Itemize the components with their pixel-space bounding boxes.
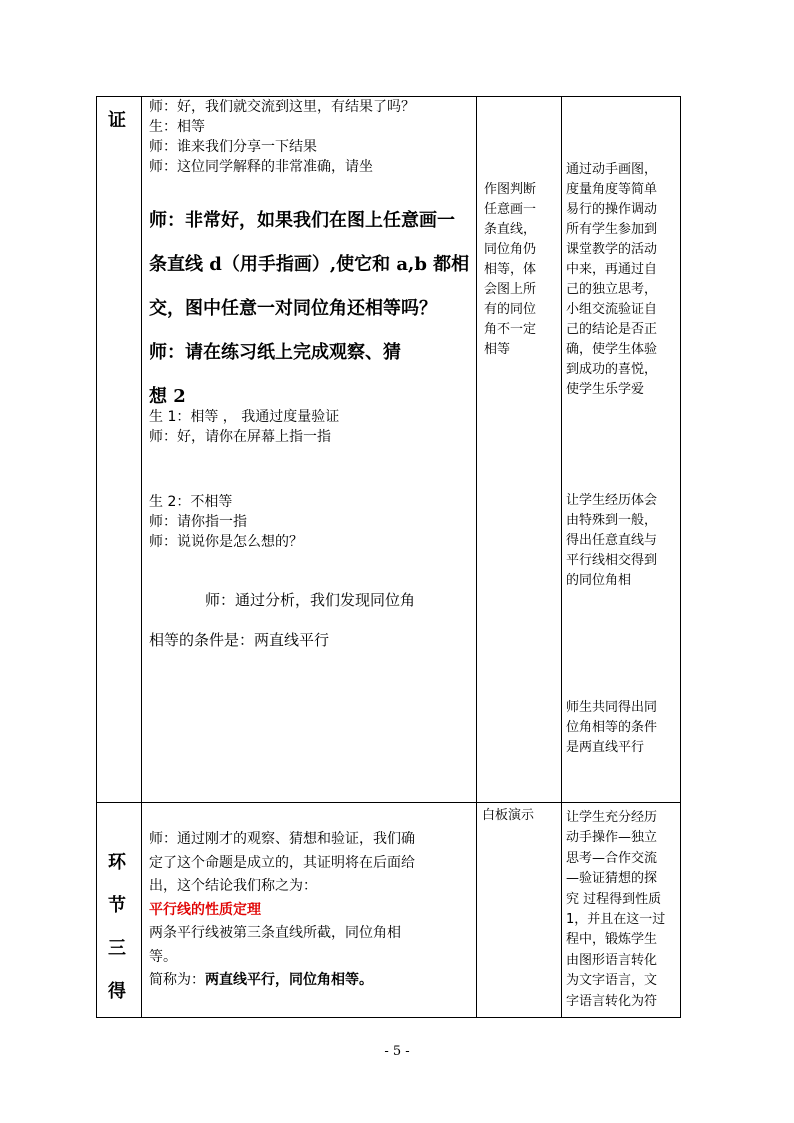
- intent-line: 让学生充分经历: [566, 810, 658, 825]
- label-char: 环: [108, 852, 126, 873]
- dialogue-line: 师：请你指一指: [149, 514, 247, 530]
- intent-line: 小组交流验证自: [566, 302, 658, 317]
- method-line: 条直线，: [484, 222, 537, 237]
- intent-line: 程中，锻炼学生: [566, 932, 658, 948]
- dialogue-line: 生：相等: [149, 119, 205, 135]
- intent-line: 使学生乐学爱: [566, 382, 645, 397]
- emphasis-line: 想 2: [149, 386, 186, 407]
- row1-intent2: [566, 491, 657, 591]
- intent-line: 动手操作—独立: [566, 830, 658, 846]
- method-line: 有的同位: [484, 302, 537, 317]
- intent-line: 是两直线平行: [566, 740, 645, 755]
- intent-line: 让学生经历体会: [566, 493, 658, 508]
- intent-line: 1，并且在这一过: [566, 912, 666, 928]
- theorem-line: 两条平行线被第三条直线所截，同位角相: [149, 925, 401, 941]
- intent-line: 师生共同得出同: [566, 700, 658, 715]
- row1-emphasis: [149, 199, 469, 419]
- label-char: 得: [108, 981, 126, 1002]
- method-line: 相等: [484, 342, 511, 357]
- intent-line: 平行线相交得到: [566, 553, 658, 568]
- intent-line: 所有学生参加到: [566, 222, 658, 237]
- row1-label: 证: [108, 110, 126, 131]
- intent-line: 课堂教学的活动: [566, 242, 658, 257]
- dialogue-line: 生 1：相等 ， 我通过度量验证: [149, 409, 340, 425]
- theorem-line: 等。: [149, 948, 177, 965]
- method-line: 作图判断: [484, 182, 537, 197]
- intent-line: 究 过程得到性质: [566, 891, 662, 907]
- row1-dialogue: [149, 97, 415, 177]
- theorem-title: 平行线的性质定理: [149, 901, 261, 918]
- intent-line: 通过动手画图，: [566, 162, 658, 177]
- row1-conclusion: [149, 580, 415, 660]
- intent-line: 为文字语言，文: [566, 973, 658, 989]
- short-form: [149, 969, 415, 993]
- dialogue-line: 师：好，请你在屏幕上指一指: [149, 429, 331, 445]
- table-border-right: [680, 96, 681, 1018]
- intent-line: 的同位角相: [566, 573, 632, 588]
- row-divider: [96, 802, 681, 803]
- intent-line: 位角相等的条件: [566, 720, 658, 735]
- intent-line: 己的结论是否正: [566, 322, 658, 337]
- short-bold: 两直线平行，同位角相等。: [205, 972, 373, 988]
- column-divider-2: [476, 96, 477, 1018]
- method-line: 会图上所: [484, 282, 537, 297]
- intent-line: 到成功的喜悦，: [566, 362, 658, 377]
- dialogue-line: 生 2：不相等: [149, 494, 233, 510]
- row2-intent: [566, 808, 665, 1012]
- intent-line: 度量角度等简单: [566, 182, 658, 197]
- emphasis-line: 师：请在练习纸上完成观察、猜: [149, 342, 401, 363]
- short-prefix: 简称为：: [149, 972, 205, 988]
- intro-line: 定了这个命题是成立的，其证明将在后面给: [149, 854, 415, 871]
- intent-line: 思考—合作交流: [566, 850, 658, 866]
- row2-content: [149, 828, 415, 993]
- intent-line: 己的独立思考，: [566, 282, 658, 297]
- intent-line: 中来，再通过自: [566, 262, 658, 277]
- emphasis-line: 条直线 d（用手指画）,使它和 a,b 都相: [149, 254, 470, 275]
- row2-label: [108, 841, 126, 1013]
- intro-line: 出，这个结论我们称之为：: [149, 878, 317, 894]
- emphasis-line: 师：非常好，如果我们在图上任意画一: [149, 210, 455, 231]
- method-line: 同位角仍: [484, 242, 537, 257]
- emphasis-line: 交，图中任意一对同位角还相等吗？: [149, 298, 437, 319]
- column-divider-3: [561, 96, 562, 1018]
- conclusion-line: 相等的条件是：两直线平行: [149, 631, 330, 649]
- table-border-bottom: [96, 1017, 681, 1018]
- intent-line: 确，使学生体验: [566, 342, 658, 357]
- dialogue-line: 师：谁来我们分享一下结果: [149, 139, 317, 155]
- dialogue-line: 师：好，我们就交流到这里，有结果了吗？: [149, 99, 415, 115]
- row1-intent1: [566, 160, 657, 400]
- label-char: 节: [108, 895, 126, 916]
- conclusion-line: 师：通过分析，我们发现同位角: [205, 591, 416, 609]
- intent-line: —验证猜想的探: [566, 871, 658, 887]
- intent-line: 得出任意直线与: [566, 533, 658, 548]
- intent-line: 字语言转化为符: [566, 993, 658, 1009]
- row1-method: [484, 180, 536, 360]
- row2-method: 白板演示: [482, 808, 535, 823]
- page-number: - 5 -: [384, 1044, 410, 1059]
- dialogue-line: 师：说说你是怎么想的？: [149, 534, 303, 550]
- dialogue-line: 师：这位同学解释的非常准确，请坐: [149, 159, 373, 175]
- column-divider-1: [141, 96, 142, 1018]
- row1-dialogue2: [149, 407, 339, 447]
- intent-line: 易行的操作调动: [566, 202, 658, 217]
- intro-line: 师：通过刚才的观察、猜想和验证，我们确: [149, 831, 415, 847]
- label-char: 三: [108, 938, 126, 959]
- row1-dialogue3: [149, 492, 303, 552]
- intent-line: 由图形语言转化: [566, 952, 658, 968]
- lesson-table: [96, 96, 681, 1018]
- method-line: 任意画一: [484, 202, 537, 217]
- table-border-left: [96, 96, 97, 1018]
- row1-intent3: [566, 698, 657, 758]
- method-line: 相等，体: [484, 262, 537, 277]
- intent-line: 由特殊到一般，: [566, 513, 658, 528]
- method-line: 角不一定: [484, 322, 537, 337]
